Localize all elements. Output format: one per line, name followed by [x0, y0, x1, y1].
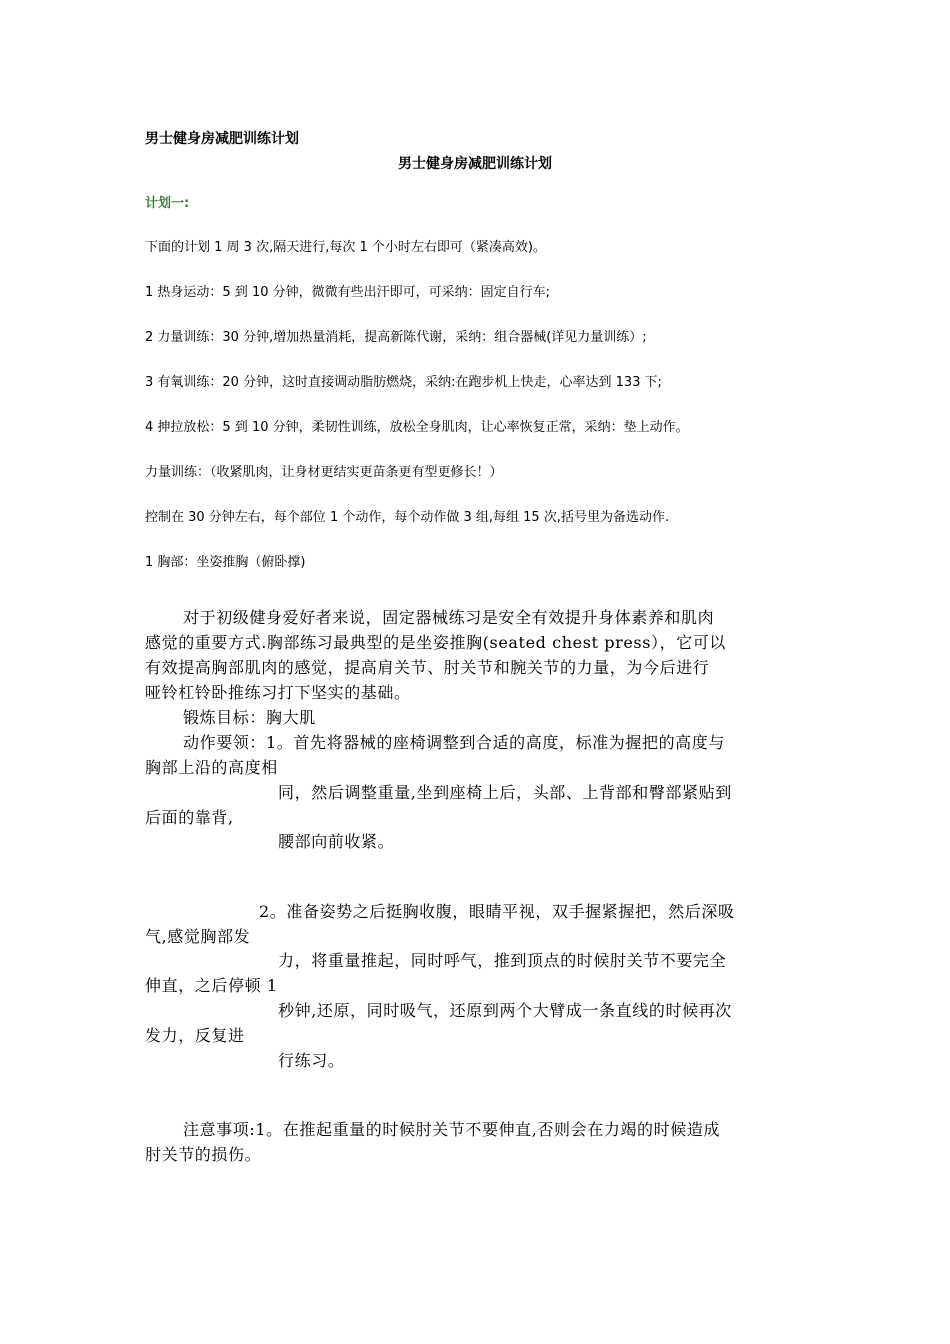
- key-points-line5: 腰部向前收紧。: [278, 832, 395, 851]
- step-aerobic: 3 有氧训练：20 分钟，这时直接调动脂肪燃烧，采纳:在跑步机上快走，心率达到 133 下;: [145, 375, 662, 390]
- strength-note: 力量训练：（收紧肌肉，让身材更结实更苗条更有型更修长！）: [145, 465, 503, 480]
- caution-line1: 注意事项:1。在推起重量的时候肘关节不要伸直,否则会在力竭的时候造成: [183, 1120, 721, 1139]
- plan-label: 计划一:: [145, 196, 190, 211]
- body-intro-line3: 有效提高胸部肌肉的感觉，提高肩关节、肘关节和腕关节的力量，为今后进行: [145, 658, 710, 677]
- step2-line1: 2。准备姿势之后挺胸收腹，眼睛平视，双手握紧握把，然后深吸: [259, 902, 735, 921]
- step-warmup: 1 热身运动：5 到 10 分钟，微微有些出汗即可，可采纳：固定自行车;: [145, 285, 550, 300]
- step2-line7: 行练习。: [278, 1051, 345, 1070]
- center-title: 男士健身房减肥训练计划: [398, 156, 552, 172]
- step-strength: 2 力量训练：30 分钟,增加热量消耗，提高新陈代谢，采纳：组合器械(详见力量训练）;: [145, 330, 647, 345]
- step2-line4: 伸直，之后停顿 1: [145, 976, 278, 995]
- header-title: 男士健身房减肥训练计划: [145, 131, 299, 147]
- step2-line3: 力，将重量推起，同时呼气，推到顶点的时候肘关节不要完全: [278, 951, 727, 970]
- step2-line6: 发力，反复进: [145, 1026, 245, 1045]
- key-points-line3: 同，然后调整重量,坐到座椅上后，头部、上背部和臀部紧贴到: [278, 783, 732, 802]
- chest-heading: 1 胸部：坐姿推胸（俯卧撑): [145, 555, 306, 570]
- control-note: 控制在 30 分钟左右，每个部位 1 个动作，每个动作做 3 组,每组 15 次,括号里为备选动作.: [145, 510, 670, 525]
- key-points-line2: 胸部上沿的高度相: [145, 758, 278, 777]
- body-intro-line2: 感觉的重要方式.胸部练习最典型的是坐姿推胸(seated chest press），它可以: [145, 633, 727, 652]
- caution-line2: 肘关节的损伤。: [145, 1145, 262, 1164]
- step2-line5: 秒钟,还原，同时吸气，还原到两个大臂成一条直线的时候再次: [278, 1001, 732, 1020]
- key-points-line1: 动作要领：1。首先将器械的座椅调整到合适的高度，标准为握把的高度与: [183, 733, 725, 752]
- step2-line2: 气,感觉胸部发: [145, 927, 251, 946]
- body-intro-line1: 对于初级健身爱好者来说，固定器械练习是安全有效提升身体素养和肌肉: [183, 608, 715, 627]
- training-target: 锻炼目标：胸大肌: [183, 708, 316, 727]
- intro-text: 下面的计划 1 周 3 次,隔天进行,每次 1 个小时左右即可（紧凑高效)。: [145, 240, 546, 255]
- key-points-line4: 后面的靠背,: [145, 808, 234, 827]
- step-stretch: 4 抻拉放松：5 到 10 分钟，柔韧性训练，放松全身肌肉，让心率恢复正常，采纳：垫上动作。: [145, 420, 689, 435]
- body-intro-line4: 哑铃杠铃卧推练习打下坚实的基础。: [145, 683, 411, 702]
